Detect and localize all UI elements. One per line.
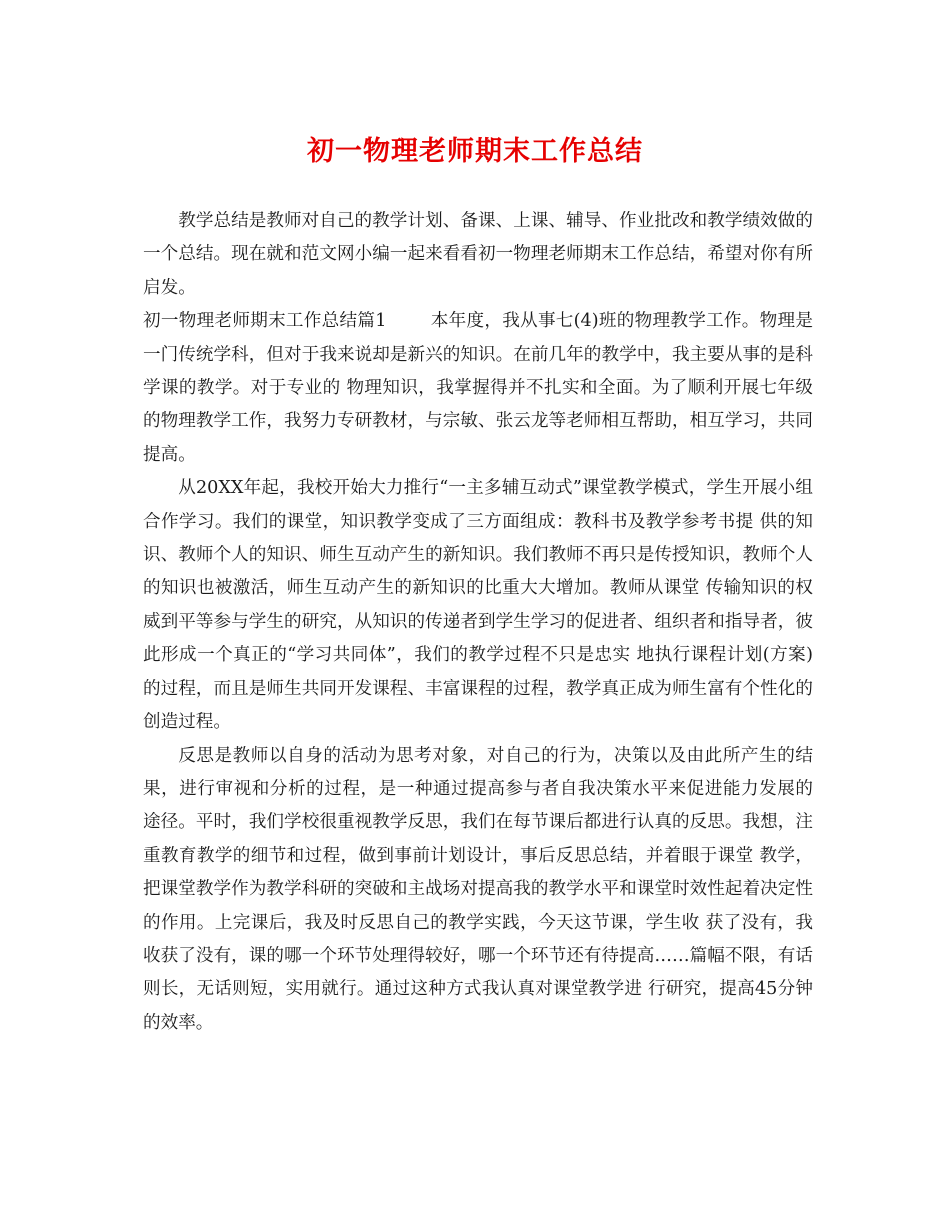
intro-paragraph: 教学总结是教师对自己的教学计划、备课、上课、辅导、作业批改和教学绩效做的一个总结。现在就和范文网小编一起来看看初一物理老师期末工作总结，希望对你有所启发。 bbox=[143, 211, 813, 298]
section-heading: 初一物理老师期末工作总结篇1 bbox=[143, 311, 387, 332]
document-title: 初一物理老师期末工作总结 bbox=[307, 136, 643, 167]
document-body bbox=[143, 205, 813, 1040]
body-paragraph-2: 从20XX年起，我校开始大力推行“一主多辅互动式”课堂教学模式，学生开展小组合作学习。我们的课堂，知识教学变成了三方面组成：教科书及教学参考书提 供的知识、教师个人的知识、师生互动产生的新知识。我们教师不再只是传授知识，教师个人的知识也被激活，师生互动产生的新知识的比重大大增加。教师从课堂 传输知识的权威到平等参与学生的研究，从知识的传递者到学生学习的促进者、组织者和指导者，彼此形成一个真正的“学习共同体”，我们的教学过程不只是忠实 地执行课程计划(方案)的过程，而且是师生共同开发课程、丰富课程的过程，教学真正成为师生富有个性化的创造过程。 bbox=[143, 478, 813, 733]
section-first-text: 本年度，我从事七(4)班的物理教学工作。物理是一门传统学科，但对于我来说却是新兴的知识。在前几年的教学中，我主要从事的是科学课的教学。对于专业的 物理知识，我掌握得并不扎实和全面。为了顺利开展七年级的物理教学工作，我努力专研教材，与宗敏、张云龙等老师相互帮助，相互学习，共同提高。 bbox=[143, 311, 813, 465]
section-paragraph-1 bbox=[143, 305, 813, 472]
body-paragraph-3: 反思是教师以自身的活动为思考对象，对自己的行为，决策以及由此所产生的结果，进行审视和分析的过程，是一种通过提高参与者自我决策水平来促进能力发展的 途径。平时，我们学校很重视教学反思，我们在每节课后都进行认真的反思。我想，注重教育教学的细节和过程，做到事前计划设计，事后反思总结，并着眼于课堂 教学，把课堂教学作为教学科研的突破和主战场对提高我的教学水平和课堂时效性起着决定性的作用。上完课后，我及时反思自己的教学实践，今天这节课，学生收 获了没有，我收获了没有，课的哪一个环节处理得较好，哪一个环节还有待提高……篇幅不限，有话则长，无话则短，实用就行。通过这种方式我认真对课堂教学进 行研究，提高45分钟的效率。 bbox=[143, 745, 813, 1033]
